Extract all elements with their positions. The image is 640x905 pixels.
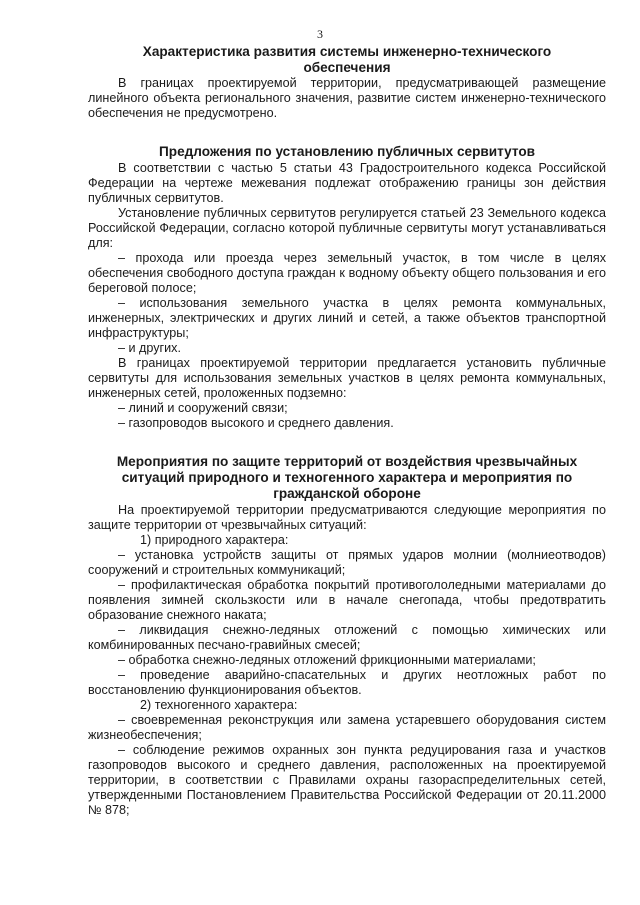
- list-item: – профилактическая обработка покрытий противогололедными материалами до появления зимней скользкости или в начале снегопада, чтобы предотвратить образование снежного наката;: [88, 578, 606, 622]
- list-item: – соблюдение режимов охранных зон пункта редуцирования газа и участков газопроводов высокого и среднего давления, расположенных на проектируемой территории, в соответствии с Правилами охраны газораспределительных сетей, утвержденными Постановлением Правительства Российской Федерации от 20.11.2000 № 878;: [88, 743, 606, 817]
- list-item: – линий и сооружений связи;: [118, 401, 288, 415]
- list-heading: 2) техногенного характера:: [140, 698, 298, 712]
- list-item: – ликвидация снежно-ледяных отложений с помощью химических или комбинированных песчано-гравийных смесей;: [88, 623, 606, 652]
- list-item: – и других.: [118, 341, 181, 355]
- list-item: – прохода или проезда через земельный участок, в том числе в целях обеспечения свободного доступа граждан к водному объекту общего пользования и его береговой полосе;: [88, 251, 606, 295]
- list-item: – обработка снежно-ледяных отложений фрикционными материалами;: [118, 653, 536, 667]
- section-heading-emergency: Мероприятия по защите территорий от воздействия чрезвычайных ситуаций природного и техногенного характера и мероприятия по гражданской обороне: [116, 454, 578, 501]
- paragraph: Установление публичных сервитутов регулируется статьей 23 Земельного кодекса Российской Федерации, согласно которой публичные сервитуты могут устанавливаться для:: [88, 206, 606, 250]
- paragraph: В границах проектируемой территории предлагается установить публичные сервитуты для использования земельных участков в целях ремонта коммунальных, инженерных сетей, проложенных подземно:: [88, 356, 606, 400]
- list-item: – проведение аварийно-спасательных и других неотложных работ по восстановлению функционирования объектов.: [88, 668, 606, 697]
- list-item: – использования земельного участка в целях ремонта коммунальных, инженерных, электрических и других линий и сетей, а также объектов транспортной инфраструктуры;: [88, 296, 606, 340]
- page-number: 3: [317, 27, 323, 41]
- paragraph: В границах проектируемой территории, предусматривающей размещение линейного объекта регионального значения, развитие систем инженерно-технического обеспечения не предусмотрено.: [88, 76, 606, 120]
- list-item: – установка устройств защиты от прямых ударов молнии (молниеотводов) сооружений и строительных коммуникаций;: [88, 548, 606, 577]
- paragraph: В соответствии с частью 5 статьи 43 Градостроительного кодекса Российской Федерации на чертеже межевания подлежат отображению границы зон действия публичных сервитутов.: [88, 161, 606, 205]
- section-heading-servitudes: Предложения по установлению публичных сервитутов: [159, 144, 535, 159]
- list-heading: 1) природного характера:: [140, 533, 289, 547]
- section-heading-engineering: Характеристика развития системы инженерно-технического обеспечения: [142, 44, 552, 75]
- list-item: – газопроводов высокого и среднего давления.: [118, 416, 394, 430]
- paragraph: На проектируемой территории предусматриваются следующие мероприятия по защите территории от чрезвычайных ситуаций:: [88, 503, 606, 532]
- list-item: – своевременная реконструкция или замена устаревшего оборудования систем жизнеобеспечения;: [88, 713, 606, 742]
- page-content: [88, 44, 606, 818]
